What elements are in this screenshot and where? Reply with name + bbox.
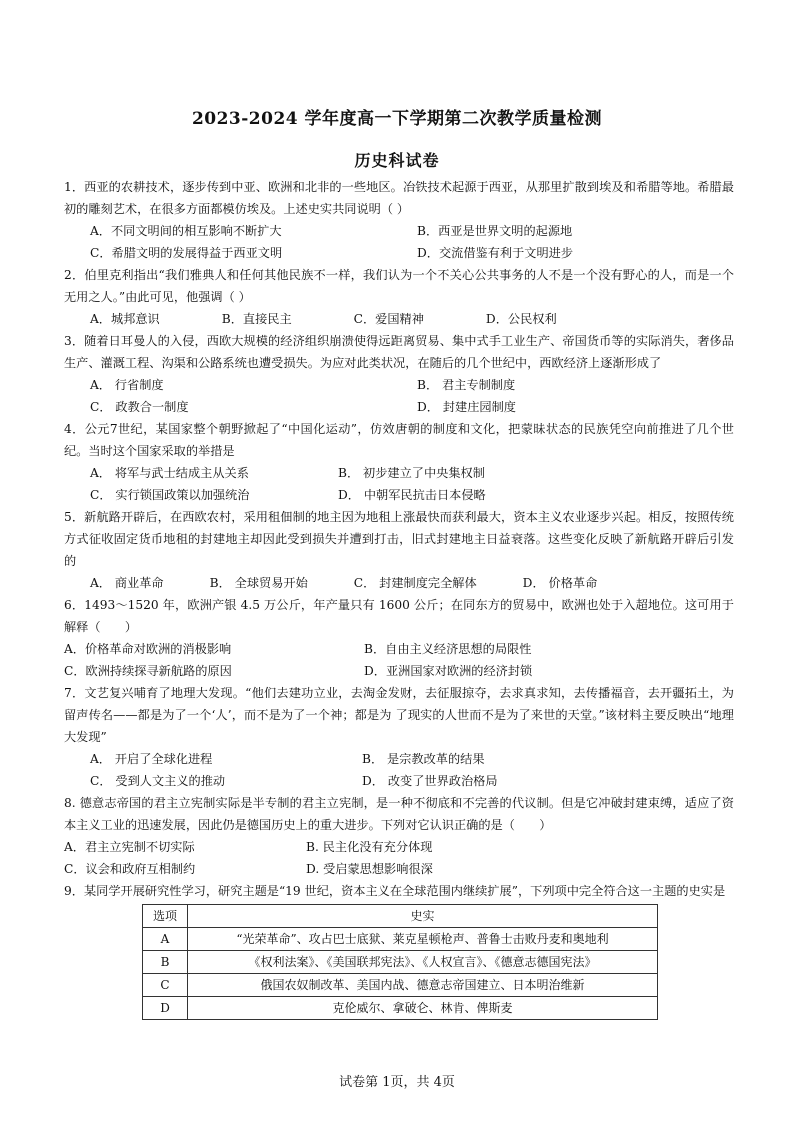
option-a: A．不同文明间的相互影响不断扩大 xyxy=(90,224,282,238)
option-list xyxy=(64,836,734,880)
option-b: B．自由主义经济思想的局限性 xyxy=(364,642,532,656)
option-b: B．西亚是世界文明的起源地 xyxy=(417,224,573,238)
option-d: D． 中朝军民抗击日本侵略 xyxy=(338,488,486,502)
question-4 xyxy=(64,418,734,506)
question-stem: 1．西亚的农耕技术，逐步传到中亚、欧洲和北非的一些地区。冶铁技术起源于西亚，从那里扩散到埃及和希腊等地。希腊最初的雕刻艺术，在很多方面都模仿埃及。上述史实共同说明（ ） xyxy=(64,180,734,216)
option-list xyxy=(64,638,734,682)
question-stem: 5．新航路开辟后，在西欧农村，采用租佃制的地主因为地租上涨最快而获利最大，资本主义农业逐步兴起。相反，按照传统方式征收固定货币地租的封建地主却因此受到损失并遭到打击，旧式封建地主日益衰落。这些变化反映了新航路开辟后引发的 xyxy=(64,510,734,568)
option-d: D. 受启蒙思想影响很深 xyxy=(306,862,433,876)
table-row xyxy=(143,974,658,997)
table-cell-option: A xyxy=(143,928,188,951)
table-header-option: 选项 xyxy=(143,905,188,928)
question-list xyxy=(64,176,734,1020)
option-list xyxy=(64,220,734,264)
option-b: B． 全球贸易开始 xyxy=(209,576,308,590)
question-stem: 6．1493～1520 年，欧洲产银 4.5 万公斤，年产量只有 1600 公斤；在同东方的贸易中，欧洲也处于入超地位。这可用于解释（ ） xyxy=(64,598,734,634)
option-c: C．希腊文明的发展得益于西亚文明 xyxy=(90,246,283,260)
option-a: A． 行省制度 xyxy=(90,378,164,392)
facts-table xyxy=(142,904,658,1020)
question-stem: 4．公元7世纪，某国家整个朝野掀起了“中国化运动”，仿效唐朝的制度和文化，把蒙昧状态的民族凭空向前推进了几个世纪。当时这个国家采取的举措是 xyxy=(64,422,734,458)
table-cell-option: D xyxy=(143,997,188,1020)
table-header-row xyxy=(143,905,658,928)
question-6 xyxy=(64,594,734,682)
table-cell-fact: 克伦威尔、拿破仑、林肯、俾斯麦 xyxy=(188,997,658,1020)
question-1 xyxy=(64,176,734,264)
option-d: D． 封建庄园制度 xyxy=(417,400,516,414)
option-b: B. 民主化没有充分体现 xyxy=(306,840,433,854)
option-list xyxy=(64,462,734,506)
question-stem: 3．随着日耳曼人的入侵，西欧大规模的经济组织崩溃使得远距离贸易、集中式手工业生产、帝国货币等的实际消失，奢侈品生产、灌溉工程、沟渠和公路系统也遭受损失。为应对此类状况，在随后的几个世纪中，西欧经济上逐渐形成了 xyxy=(64,334,734,370)
question-stem: 9．某同学开展研究性学习，研究主题是“19 世纪，资本主义在全球范围内继续扩展”，下列项中完全符合这一主题的史实是 xyxy=(64,884,726,898)
table-cell-fact: “光荣革命”、攻占巴士底狱、莱克星顿枪声、普鲁士击败丹麦和奥地利 xyxy=(188,928,658,951)
option-c: C． 政教合一制度 xyxy=(90,400,189,414)
option-list xyxy=(64,308,734,330)
option-list xyxy=(64,748,734,792)
exam-title: 2023-2024 学年度高一下学期第二次教学质量检测 xyxy=(191,109,603,129)
option-a: A．价格革命对欧洲的消极影响 xyxy=(64,642,232,656)
option-a: A． 将军与武士结成主从关系 xyxy=(90,466,249,480)
option-b: B． 君主专制制度 xyxy=(417,378,516,392)
question-5 xyxy=(64,506,734,594)
option-b: B． 是宗教改革的结果 xyxy=(362,752,485,766)
option-d: D． 改变了世界政治格局 xyxy=(362,774,498,788)
question-3 xyxy=(64,330,734,418)
option-c: C．爱国精神 xyxy=(353,312,424,326)
table-cell-option: B xyxy=(143,951,188,974)
option-a: A． 商业革命 xyxy=(90,576,164,590)
table-cell-fact: 《权利法案》、《美国联邦宪法》、《人权宣言》、《德意志德国宪法》 xyxy=(188,951,658,974)
option-list xyxy=(64,572,734,594)
table-header-fact: 史实 xyxy=(188,905,658,928)
option-c: C． 封建制度完全解体 xyxy=(353,576,477,590)
question-2 xyxy=(64,264,734,330)
option-list xyxy=(64,374,734,418)
question-9 xyxy=(64,880,734,1020)
option-c: C．欧洲持续探寻新航路的原因 xyxy=(64,664,232,678)
question-stem: 2．伯里克利指出“我们雅典人和任何其他民族不一样，我们认为一个不关心公共事务的人不是一个没有野心的人，而是一个无用之人。”由此可见，他强调（ ） xyxy=(64,268,734,304)
option-d: D． 价格革命 xyxy=(522,576,598,590)
option-a: A． 开启了全球化进程 xyxy=(90,752,213,766)
option-d: D．公民权利 xyxy=(485,312,557,326)
question-7 xyxy=(64,682,734,792)
table-row xyxy=(143,951,658,974)
question-8 xyxy=(64,792,734,880)
table-cell-option: C xyxy=(143,974,188,997)
table-row xyxy=(143,928,658,951)
option-a: A．君主立宪制不切实际 xyxy=(64,840,195,854)
option-b: B．直接民主 xyxy=(221,312,292,326)
option-d: D．交流借鉴有利于文明进步 xyxy=(417,246,574,260)
question-stem: 8. 德意志帝国的君主立宪制实际是半专制的君主立宪制，是一种不彻底和不完善的代议制。但是它冲破封建束缚，适应了资本主义工业的迅速发展，因此仍是德国历史上的重大进步。下列对它认识正确的是（ ） xyxy=(64,796,734,832)
table-row xyxy=(143,997,658,1020)
option-c: C． 受到人文主义的推动 xyxy=(90,774,226,788)
table-cell-fact: 俄国农奴制改革、美国内战、德意志帝国建立、日本明治维新 xyxy=(188,974,658,997)
option-b: B． 初步建立了中央集权制 xyxy=(338,466,485,480)
option-c: C．议会和政府互相制约 xyxy=(64,862,196,876)
option-c: C． 实行锁国政策以加强统治 xyxy=(90,488,250,502)
option-d: D．亚洲国家对欧洲的经济封锁 xyxy=(364,664,533,678)
page-footer: 试卷第 1页，共 4页 xyxy=(339,1075,455,1090)
question-stem: 7．文艺复兴哺育了地理大发现。“他们去建功立业，去淘金发财，去征服掠夺，去求真求知，去传播福音，去开疆拓土，为留声传名——都是为了一个‘人’，而不是为了一个神；都是为 了现实的人世而不是为了来世的天堂。”该材料主要反映出“地理大发现” xyxy=(64,686,734,744)
exam-subtitle: 历史科试卷 xyxy=(354,151,440,170)
option-a: A．城邦意识 xyxy=(90,312,160,326)
